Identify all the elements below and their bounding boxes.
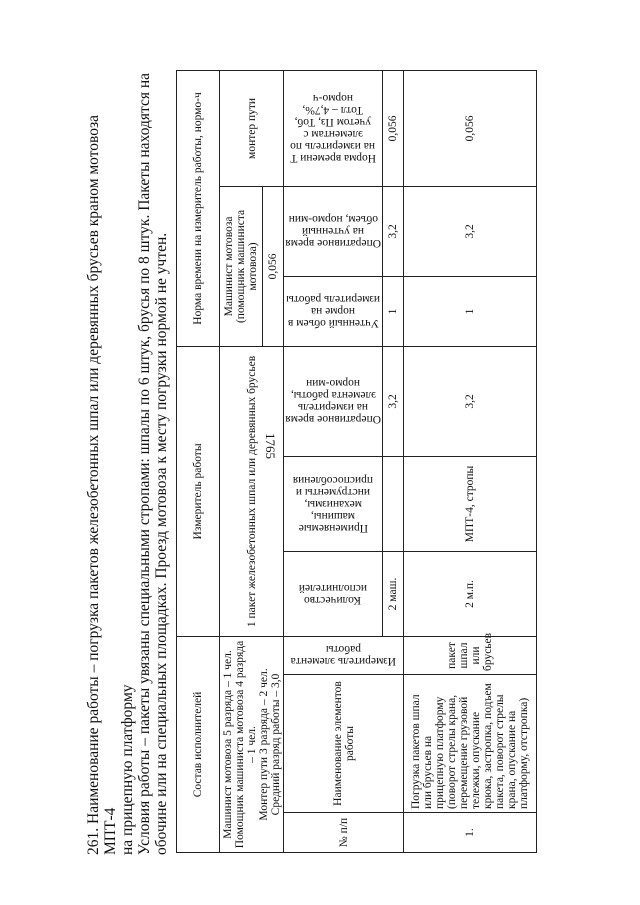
- performers-b: 2 м.п.: [404, 551, 537, 636]
- intro-text: [85, 65, 170, 855]
- conditions-line-1: Условия работы – пакеты увязаны специальными стропами: шпалы по 6 штук, брусья по 8 штук. Пакеты находятся на: [136, 72, 153, 855]
- header-crew: Состав исполнителей: [177, 636, 220, 852]
- heading-line-2: на прицепную платформу: [119, 684, 136, 855]
- row-element-meter: пакет шпал или брусьев: [404, 636, 537, 674]
- col-machines: [284, 456, 383, 551]
- op-time-volume-b: 3,2: [404, 186, 537, 276]
- op-time-a: 3,2: [383, 346, 404, 456]
- col-op-time: [284, 346, 383, 456]
- col-num: № п/п: [284, 813, 404, 853]
- col-op-time-volume-text: Оперативное время на учтенный объем, нормо-мин: [285, 213, 381, 250]
- col-time-norm: [284, 70, 383, 186]
- crew-line: Монтер пути 3 разряда – 2 чел.: [257, 668, 270, 821]
- col-machines-text: Применяемые машины, механизмы, инструменты и приспособления: [292, 473, 374, 534]
- page-number: 1765: [263, 433, 278, 459]
- norm-col1-value: 0,056: [263, 186, 284, 346]
- time-norm-a: 0,056: [383, 70, 404, 186]
- col-element-meter-text: Измеритель элемента работы: [290, 643, 397, 668]
- col-time-norm-text: Норма времени Т на измеритель по элементам с учетом Пз, Тоб, Тотл – 4,7%, нормо-ч: [290, 92, 376, 165]
- col-element-meter: [284, 636, 404, 674]
- heading-line-1: 261. Наименование работы – погрузка пакетов железобетонных шпал или деревянных брусьев краном мотовоза МПТ-4: [85, 114, 119, 855]
- row-element: Погрузка пакетов шпал или брусьев на прицепную платформу (поворот стрелы крана, перемещение грузовой тележки, опускание крюка, застропка, подъем пакета, поворот стрелы крана, опускание на платформу, отстропка): [404, 675, 537, 813]
- crew-line: Помощник машиниста мотовоза 4 разряда – 1 чел.: [233, 640, 258, 849]
- crew-cell: [220, 636, 284, 852]
- col-performers: [284, 551, 383, 636]
- col-volume-text: Учтенный объем в норме на измеритель работы: [286, 293, 380, 330]
- col-op-time-volume: [284, 186, 383, 276]
- volume-a: 1: [383, 276, 404, 346]
- performers-a: 2 маш.: [383, 551, 404, 636]
- header-meter: Измеритель работы: [177, 346, 220, 636]
- col-op-time-text: Оперативное время на измеритель элемента работы, нормо-мин: [285, 377, 381, 426]
- row-num: 1.: [404, 813, 537, 853]
- op-time-b: 3,2: [404, 346, 537, 456]
- col-elements: Наименование элементов работы: [284, 675, 404, 813]
- col-volume: [284, 276, 383, 346]
- crew-line: Машинист мотовоза 5 разряда – 1 чел.: [221, 650, 234, 839]
- op-time-volume-a: 3,2: [383, 186, 404, 276]
- header-norm: Норма времени на измеритель работы, нормо-ч: [177, 70, 220, 346]
- norm-col1-title: Машинист мотовоза (помощник машиниста мотовоза): [220, 186, 263, 346]
- norm-table: [176, 70, 537, 853]
- norm-col2-title: монтер пути: [220, 70, 284, 186]
- crew-line: Средний разряд работы – 3,0: [269, 673, 282, 816]
- time-norm-b: 0,056: [404, 70, 537, 186]
- col-performers-text: Количество исполнителей: [298, 581, 368, 606]
- conditions-line-2: обочине или на специальных площадках. Проезд мотовоза к месту погрузки нормой не учтен.: [153, 232, 170, 855]
- row-machines: МПТ-4, стропы: [404, 456, 537, 551]
- volume-b: 1: [404, 276, 537, 346]
- machines-empty: [383, 456, 404, 551]
- rotated-page-content: [85, 65, 640, 855]
- meter-value: 1 пакет железобетонных шпал или деревянных брусьев: [220, 346, 284, 636]
